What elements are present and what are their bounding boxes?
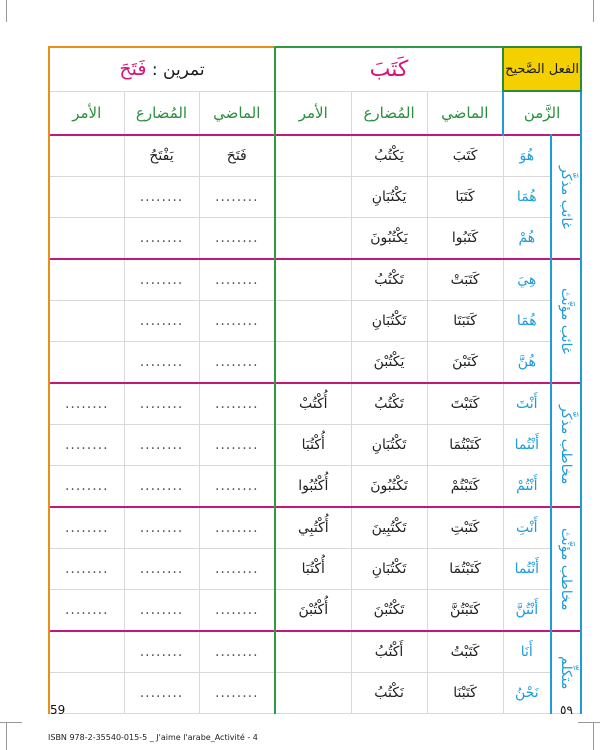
present-cell: تَكْتُبَانِ [351, 549, 427, 590]
column-header-row [49, 91, 581, 135]
pronoun-cell: أَنْتُمْ [503, 466, 551, 508]
ex-imperative-cell[interactable]: ........ [49, 425, 124, 466]
ex-imperative-cell[interactable] [49, 342, 124, 384]
crop-mark [593, 0, 594, 22]
imperative-cell: أُكْتُبِي [275, 507, 351, 549]
past-cell: كَتَبْتُمَا [427, 425, 503, 466]
group-label: متكلِّم [551, 631, 581, 714]
pronoun-cell: هُمَا [503, 177, 551, 218]
ex-present-cell[interactable]: ........ [124, 177, 199, 218]
past-cell: كَتَبْتُنَّ [427, 590, 503, 632]
ex-past-cell[interactable]: ........ [199, 177, 275, 218]
present-cell: تَكْتُبُونَ [351, 466, 427, 508]
tense-box: الفعل الصَّحيح [503, 47, 581, 91]
ex-imperative-cell[interactable] [49, 631, 124, 673]
past-cell: كَتَبْتُ [427, 631, 503, 673]
title-row [49, 47, 581, 91]
ex-past-cell[interactable]: ........ [199, 590, 275, 632]
exercise-label: تمرين : [151, 60, 205, 81]
present-cell: تَكْتُبْنَ [351, 590, 427, 632]
ex-past-cell[interactable]: ........ [199, 218, 275, 260]
pronoun-cell: هُمَا [503, 301, 551, 342]
imperative-cell: أُكْتُبْنَ [275, 590, 351, 632]
imperative-cell [275, 673, 351, 714]
table-row [49, 177, 581, 218]
ex-past-cell[interactable]: ........ [199, 342, 275, 384]
page-number-left: 59 [50, 703, 66, 717]
imperative-cell: أُكْتُبَا [275, 425, 351, 466]
imperative-cell [275, 342, 351, 384]
isbn-line: ISBN 978-2-35540-015-5 _ J'aime l'arabe_Activité - 4 [48, 733, 258, 742]
ex-present-cell[interactable]: ........ [124, 218, 199, 260]
ex-imperative-cell[interactable]: ........ [49, 507, 124, 549]
table-row [49, 590, 581, 632]
table-row [49, 218, 581, 260]
table-row [49, 425, 581, 466]
header-imperative: الأمر [275, 91, 351, 135]
group-label: غائب مؤنَّث [551, 259, 581, 383]
imperative-cell: أُكْتُبُوا [275, 466, 351, 508]
ex-past-cell[interactable]: ........ [199, 549, 275, 590]
present-cell: أَكْتُبُ [351, 631, 427, 673]
table-row [49, 342, 581, 384]
present-cell: نَكْتُبُ [351, 673, 427, 714]
past-cell: كَتَبْتُمَا [427, 549, 503, 590]
present-cell: يَكْتُبُ [351, 135, 427, 177]
ex-imperative-cell[interactable] [49, 177, 124, 218]
past-cell: كَتَبْنَ [427, 342, 503, 384]
past-cell: كَتَبَتَا [427, 301, 503, 342]
pronoun-cell: هُنَّ [503, 342, 551, 384]
imperative-cell [275, 301, 351, 342]
imperative-cell [275, 218, 351, 260]
pronoun-cell: هُمْ [503, 218, 551, 260]
ex-present-cell[interactable]: ........ [124, 507, 199, 549]
conjugation-table [48, 46, 582, 714]
crop-mark [6, 0, 7, 22]
table-row [49, 549, 581, 590]
past-cell: كَتَبَا [427, 177, 503, 218]
past-cell: كَتَبَتْ [427, 259, 503, 301]
ex-past-cell[interactable]: ........ [199, 425, 275, 466]
pronoun-cell: أَنْتُما [503, 425, 551, 466]
table-row [49, 631, 581, 673]
pronoun-cell: هِيَ [503, 259, 551, 301]
imperative-cell [275, 259, 351, 301]
present-cell: تَكْتُبِينَ [351, 507, 427, 549]
imperative-cell: أُكْتُبَا [275, 549, 351, 590]
header-ex-past: الماضي [199, 91, 275, 135]
table-row [49, 466, 581, 508]
imperative-cell: أُكْتُبْ [275, 383, 351, 425]
pronoun-cell: نَحْنُ [503, 673, 551, 714]
past-cell: كَتَبُوا [427, 218, 503, 260]
ex-present-cell: يَفْتَحُ [124, 135, 199, 177]
page-number-right: ٥٩ [560, 703, 573, 717]
main-verb-title: كَتَبَ [275, 47, 503, 91]
past-cell: كَتَبْتُمْ [427, 466, 503, 508]
table-row [49, 507, 581, 549]
pronoun-cell: أَنَا [503, 631, 551, 673]
ex-past-cell[interactable]: ........ [199, 507, 275, 549]
crop-mark [578, 722, 600, 723]
past-cell: كَتَبَ [427, 135, 503, 177]
ex-past-cell[interactable]: ........ [199, 383, 275, 425]
ex-imperative-cell[interactable]: ........ [49, 549, 124, 590]
pronoun-cell: هُوَ [503, 135, 551, 177]
past-cell: كَتَبْتَ [427, 383, 503, 425]
imperative-cell [275, 177, 351, 218]
exercise-title [49, 47, 275, 91]
table-row [49, 301, 581, 342]
ex-present-cell[interactable]: ........ [124, 549, 199, 590]
ex-past-cell[interactable]: ........ [199, 466, 275, 508]
crop-mark [593, 722, 594, 750]
ex-present-cell[interactable]: ........ [124, 631, 199, 673]
imperative-cell [275, 631, 351, 673]
table-row [49, 259, 581, 301]
pronoun-cell: أَنْتِ [503, 507, 551, 549]
ex-imperative-cell[interactable] [49, 135, 124, 177]
ex-past-cell[interactable]: ........ [199, 673, 275, 714]
present-cell: تَكْتُبُ [351, 383, 427, 425]
pronoun-cell: أَنْتُما [503, 549, 551, 590]
ex-present-cell[interactable]: ........ [124, 383, 199, 425]
header-ex-imperative: الأمر [49, 91, 124, 135]
ex-imperative-cell[interactable] [49, 218, 124, 260]
header-past: الماضي [427, 91, 503, 135]
present-cell: تَكْتُبَانِ [351, 301, 427, 342]
table-row [49, 383, 581, 425]
pronoun-cell: أَنْتَ [503, 383, 551, 425]
table-row [49, 135, 581, 177]
ex-imperative-cell[interactable]: ........ [49, 466, 124, 508]
ex-present-cell[interactable]: ........ [124, 342, 199, 384]
group-label: مخاطب مذكَّر [551, 383, 581, 507]
past-cell: كَتَبْنَا [427, 673, 503, 714]
present-cell: يَكْتُبَانِ [351, 177, 427, 218]
ex-imperative-cell[interactable] [49, 301, 124, 342]
pronoun-cell: أَنْتُنَّ [503, 590, 551, 632]
group-label: مخاطب مؤنَّث [551, 507, 581, 631]
present-cell: تَكْتُبَانِ [351, 425, 427, 466]
ex-past-cell[interactable]: ........ [199, 301, 275, 342]
header-ex-present: المُضارع [124, 91, 199, 135]
exercise-verb: فَتَحَ [119, 58, 147, 81]
ex-imperative-cell[interactable] [49, 259, 124, 301]
present-cell: يَكْتُبُونَ [351, 218, 427, 260]
imperative-cell [275, 135, 351, 177]
table-row [49, 673, 581, 714]
group-label: غائب مذكَّر [551, 135, 581, 259]
past-cell: كَتَبْتِ [427, 507, 503, 549]
ex-imperative-cell[interactable]: ........ [49, 590, 124, 632]
ex-present-cell[interactable]: ........ [124, 673, 199, 714]
header-present: المُضارع [351, 91, 427, 135]
ex-present-cell[interactable]: ........ [124, 301, 199, 342]
ex-past-cell[interactable]: ........ [199, 631, 275, 673]
ex-past-cell[interactable]: ........ [199, 259, 275, 301]
present-cell: يَكْتُبْنَ [351, 342, 427, 384]
ex-present-cell[interactable]: ........ [124, 590, 199, 632]
crop-mark [0, 722, 22, 723]
ex-present-cell[interactable]: ........ [124, 466, 199, 508]
header-time: الزَّمن [503, 91, 581, 135]
ex-imperative-cell[interactable]: ........ [49, 383, 124, 425]
present-cell: تَكْتُبُ [351, 259, 427, 301]
ex-past-cell: فَتَحَ [199, 135, 275, 177]
crop-mark [6, 722, 7, 750]
ex-present-cell[interactable]: ........ [124, 259, 199, 301]
ex-present-cell[interactable]: ........ [124, 425, 199, 466]
